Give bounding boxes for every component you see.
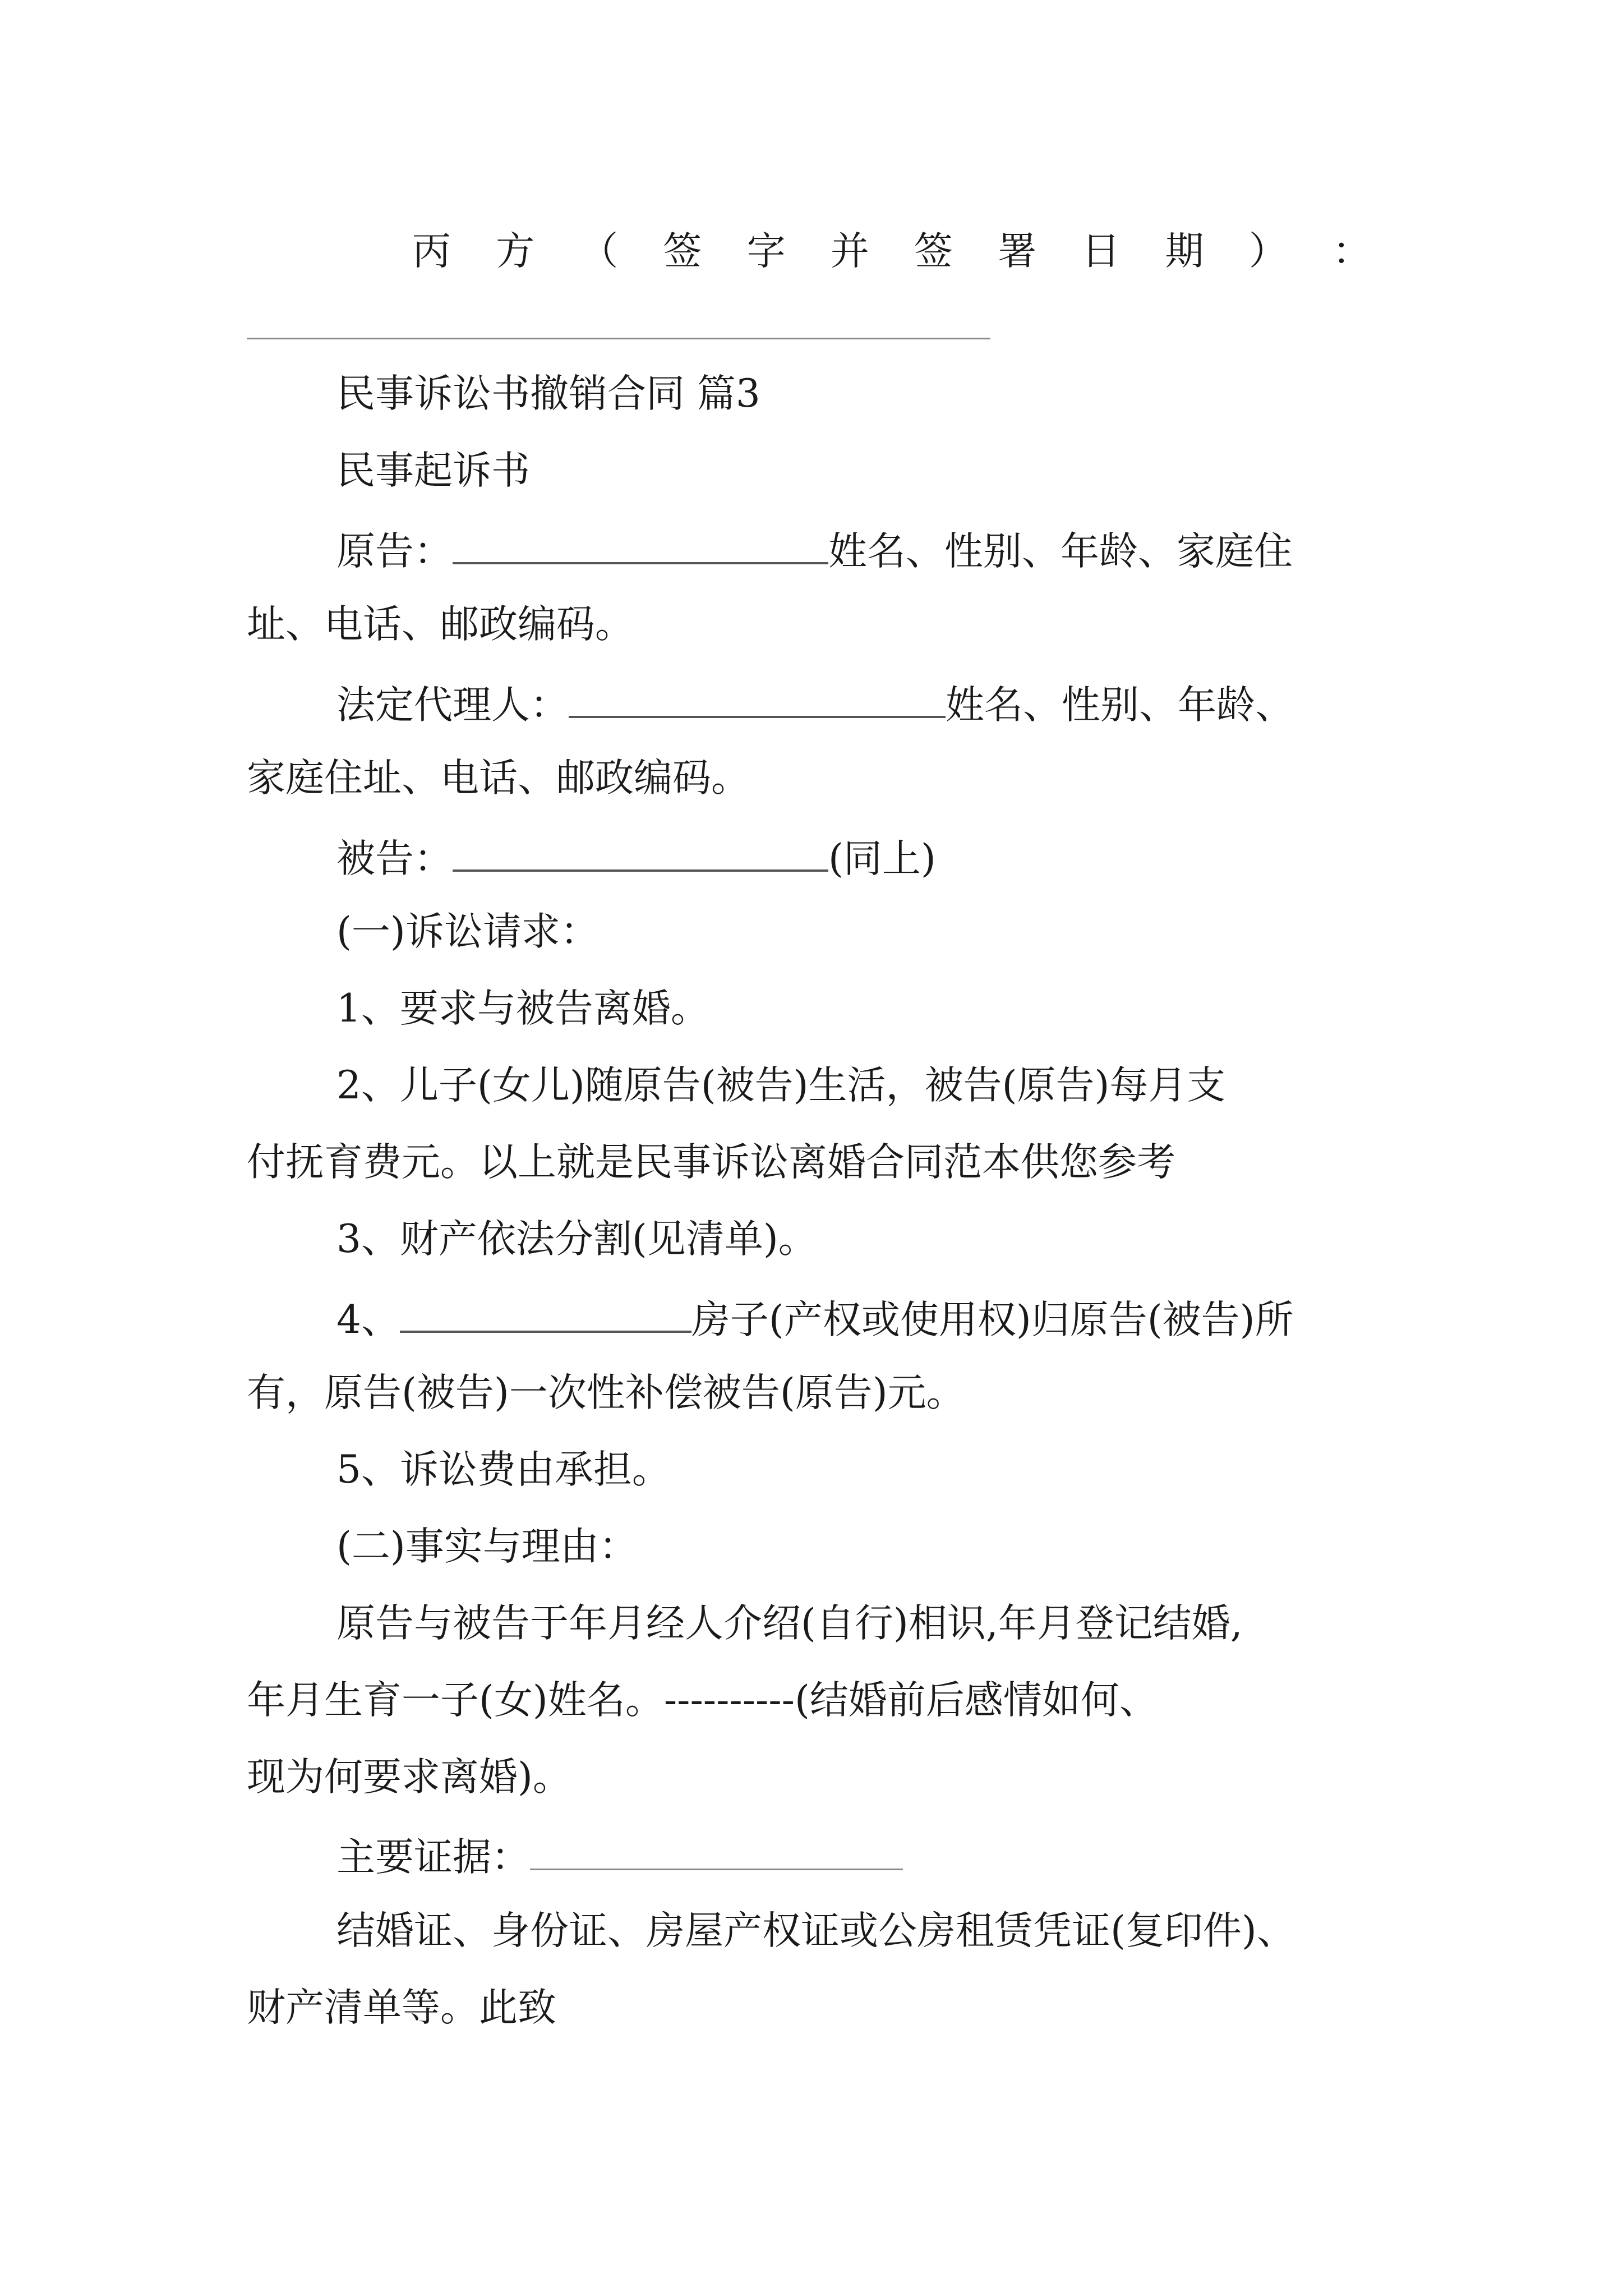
evidence-list-cont [247, 1985, 556, 2030]
defendant-label: 被告： [336, 836, 453, 881]
plaintiff-line [336, 528, 1293, 574]
document-title-text: 民事起诉书 [336, 448, 530, 493]
claim-4 [336, 1297, 1294, 1340]
claim-4-number: 4、 [336, 1297, 400, 1342]
agent-fields: 姓名、性别、年龄、 [946, 683, 1294, 728]
defendant-blank [453, 836, 828, 872]
sig-char: 期 [1165, 229, 1204, 274]
evidence-list [336, 1908, 1295, 1953]
document-title [336, 448, 530, 493]
claim-4-cont [247, 1370, 965, 1415]
agent-label: 法定代理人： [336, 683, 569, 728]
plaintiff-blank [453, 528, 828, 564]
section-heading [336, 371, 760, 416]
facts-heading-text: (二)事实与理由： [336, 1524, 638, 1569]
claim-4-text: 房子(产权或使用权)归原告(被告)所 [691, 1297, 1294, 1342]
agent-line-cont [247, 756, 750, 800]
defendant-note: (同上) [828, 836, 936, 881]
claim-1 [336, 986, 709, 1031]
facts-text: 原告与被告于年月经人介绍(自行)相识,年月登记结婚, [336, 1601, 1243, 1646]
claim-3-text: 3、财产依法分割(见清单)。 [336, 1217, 817, 1262]
claim-2-text: 2、儿子(女儿)随原告(被告)生活，被告(原告)每月支 [336, 1063, 1226, 1108]
claim-4-blank [400, 1297, 691, 1333]
sig-char: 丙 [412, 229, 451, 274]
facts-text-cont: 年月生育一子(女)姓名。----------(结婚前后感情如何、 [247, 1678, 1158, 1723]
section-heading-text: 民事诉讼书撤销合同 篇3 [336, 371, 760, 416]
plaintiff-line-cont [247, 602, 634, 647]
signature-label [412, 220, 1371, 275]
claims-heading-text: (一)诉讼请求： [336, 909, 599, 954]
facts-heading [336, 1524, 638, 1569]
claim-2 [336, 1063, 1226, 1108]
sig-char: 并 [830, 229, 869, 274]
sig-char: 署 [998, 229, 1037, 274]
claim-2-cont [247, 1140, 1175, 1185]
sig-char: 方 [496, 229, 535, 274]
claim-5 [336, 1447, 671, 1492]
evidence-list-text: 结婚证、身份证、房屋产权证或公房租赁凭证(复印件)、 [336, 1908, 1295, 1953]
sig-char: 日 [1081, 229, 1121, 274]
facts-para-cont [247, 1678, 1158, 1723]
sig-char: 字 [746, 229, 786, 274]
defendant-line [336, 836, 936, 881]
evidence-blank [530, 1835, 903, 1870]
claims-heading [336, 909, 599, 954]
plaintiff-label: 原告： [336, 529, 453, 574]
sig-char: 签 [914, 229, 953, 274]
sig-char: ： [1332, 229, 1371, 274]
plaintiff-fields: 姓名、性别、年龄、家庭住 [828, 529, 1293, 574]
claim-3 [336, 1217, 817, 1262]
evidence-list-text-cont: 财产清单等。此致 [247, 1985, 556, 2030]
claim-1-text: 1、要求与被告离婚。 [336, 986, 709, 1031]
claim-2-text-cont: 付抚育费元。以上就是民事诉讼离婚合同范本供您参考 [247, 1140, 1175, 1185]
facts-text-cont2: 现为何要求离婚)。 [247, 1755, 571, 1800]
agent-fields-cont: 家庭住址、电话、邮政编码。 [247, 756, 750, 800]
facts-para-cont2 [247, 1755, 571, 1800]
evidence-label: 主要证据： [336, 1835, 530, 1880]
sig-char: ） [1248, 229, 1288, 274]
plaintiff-fields-cont: 址、电话、邮政编码。 [247, 602, 634, 647]
claim-4-text-cont: 有，原告(被告)一次性补偿被告(原告)元。 [247, 1370, 965, 1415]
facts-para [336, 1601, 1243, 1646]
agent-blank [569, 682, 946, 718]
evidence-line [336, 1835, 903, 1880]
agent-line [336, 682, 1294, 728]
signature-blank-line [247, 338, 990, 339]
sig-char: （ [579, 229, 619, 274]
claim-5-text: 5、诉讼费由承担。 [336, 1447, 671, 1492]
sig-char: 签 [663, 229, 702, 274]
